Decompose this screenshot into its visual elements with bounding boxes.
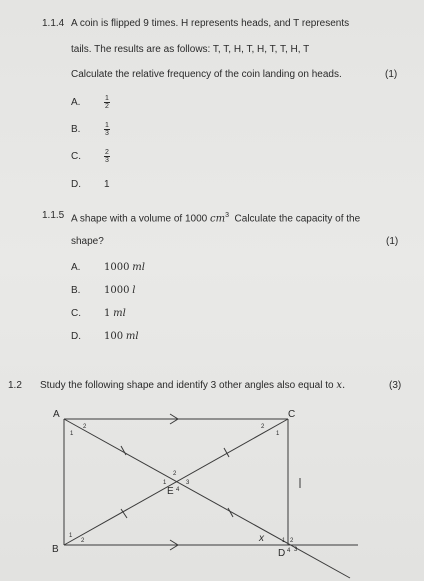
vertex-d-label: D [278,548,286,559]
option-letter: D. [71,179,81,190]
fraction-denominator: 3 [105,157,109,164]
vertex-b-label: B [52,544,59,555]
angle-label: 1 [69,533,73,539]
option-letter: A. [71,97,81,108]
vertex-c-label: C [288,409,296,420]
angle-label: 2 [290,538,294,544]
angle-x-label: x [259,533,264,544]
option-letter: B. [71,124,81,135]
fraction-numerator: 1 [105,95,109,102]
option-unit: ml [125,331,139,342]
angle-label: 1 [276,431,280,437]
question-text: A shape with a volume of 1000 [71,213,208,225]
unit-cm: cm [209,213,226,225]
fraction-numerator: 1 [105,122,109,129]
question-1-1-4-line1: A coin is flipped 9 times. H represents heads, and T represents [71,18,350,29]
option-letter: C. [71,308,81,319]
option-number: 100 [104,331,124,342]
fraction-denominator: 3 [105,130,109,137]
point-e-label: E [167,486,174,497]
option-value: 1 [104,179,110,190]
diagonal-ad-extended [64,419,350,578]
angle-label: 1 [70,431,74,437]
option-letter: D. [71,331,81,342]
angle-label: 1 [163,480,167,486]
question-1-1-5-line2: shape? [71,236,104,247]
angle-label: 4 [287,548,291,554]
option-unit: l [132,285,136,296]
angle-label: 2 [81,538,85,544]
tick-mark [121,446,126,455]
fraction-numerator: 2 [105,149,109,156]
question-1-1-5-marks: (1) [386,236,399,247]
angle-label: 3 [294,547,298,553]
question-text: Study the following shape and identify 3 other angles also equal to [40,380,334,391]
question-1-2-number: 1.2 [8,380,22,391]
option-number: 1000 [104,285,130,296]
unit-exponent: 3 [225,212,229,219]
question-1-2-marks: (3) [389,380,402,391]
fraction-denominator: 2 [105,103,109,110]
option-number: 1000 [104,262,130,273]
angle-label: 2 [83,424,87,430]
question-1-1-5-number: 1.1.5 [42,210,65,221]
angle-label: 2 [261,424,265,430]
question-1-1-4-line3: Calculate the relative frequency of the coin landing on heads. [71,69,342,80]
variable-x: x. [336,380,346,391]
question-1-1-4-marks: (1) [385,69,398,80]
option-letter: A. [71,262,81,273]
option-letter: C. [71,151,81,162]
option-number: 1 [104,308,111,319]
vertex-a-label: A [53,409,60,420]
option-letter: B. [71,285,81,296]
question-1-1-4-line2: tails. The results are as follows: T, T, H, T, H, T, T, H, T [71,44,310,55]
angle-label: 1 [282,538,286,544]
option-unit: ml [113,308,126,319]
angle-label: 3 [186,480,190,486]
question-text: Calculate the capacity of the [234,213,361,225]
option-unit: ml [132,262,145,273]
question-1-1-4-number: 1.1.4 [42,18,65,29]
angle-label: 4 [176,487,180,493]
angle-label: 2 [173,471,177,477]
